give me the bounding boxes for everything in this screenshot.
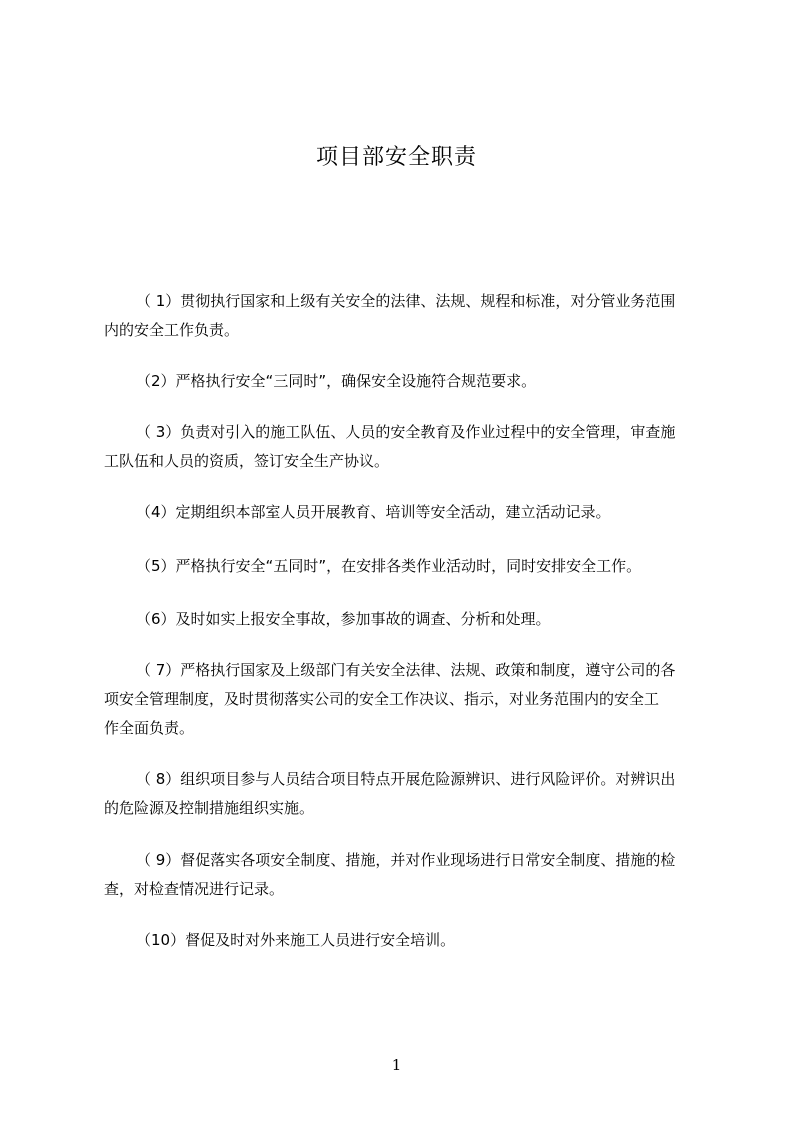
paragraph-line: 项安全管理制度，及时贯彻落实公司的安全工作决议、指示，对业务范围内的安全工 (104, 690, 660, 708)
paragraph-4 (104, 498, 712, 527)
paragraph-line: （ 9）督促落实各项安全制度、措施，并对作业现场进行日常安全制度、措施的检 (136, 851, 676, 869)
paragraph-3 (104, 418, 712, 476)
paragraph-2 (104, 367, 712, 396)
paragraph-line: （6）及时如实上报安全事故，参加事故的调查、分析和处理。 (136, 610, 551, 628)
paragraph-1 (104, 287, 712, 345)
paragraph-9 (104, 846, 712, 904)
paragraph-10 (104, 926, 712, 955)
paragraph-6 (104, 605, 712, 634)
paragraph-8 (104, 765, 712, 823)
paragraph-line: （5）严格执行安全“五同时”，在安排各类作业活动时，同时安排安全工作。 (136, 557, 642, 575)
document-title: 项目部安全职责 (315, 145, 477, 170)
paragraph-line: 工队伍和人员的资质，签订安全生产协议。 (104, 452, 390, 470)
paragraph-line: 内的安全工作负责。 (104, 321, 240, 339)
paragraph-line: （ 3）负责对引入的施工队伍、人员的安全教育及作业过程中的安全管理，审查施 (136, 423, 676, 441)
paragraph-5 (104, 552, 712, 581)
paragraph-line: 的危险源及控制措施组织实施。 (104, 799, 315, 817)
paragraph-line: 作全面负责。 (104, 719, 195, 737)
paragraph-line: （10）督促及时对外来施工人员进行安全培训。 (136, 931, 456, 949)
paragraph-line: （2）严格执行安全“三同时”，确保安全设施符合规范要求。 (136, 372, 537, 390)
paragraph-line: 查，对检查情况进行记录。 (104, 880, 285, 898)
paragraph-line: （ 7）严格执行国家及上级部门有关安全法律、法规、政策和制度，遵守公司的各 (136, 661, 676, 679)
paragraph-line: （ 8）组织项目参与人员结合项目特点开展危险源辨识、进行风险评价。对辨识出 (136, 770, 676, 788)
paragraph-line: （4）定期组织本部室人员开展教育、培训等安全活动，建立活动记录。 (136, 503, 611, 521)
page-number: 1 (391, 1056, 402, 1074)
paragraph-line: （ 1）贯彻执行国家和上级有关安全的法律、法规、规程和标准，对分管业务范围 (136, 292, 676, 310)
paragraph-7 (104, 656, 712, 743)
